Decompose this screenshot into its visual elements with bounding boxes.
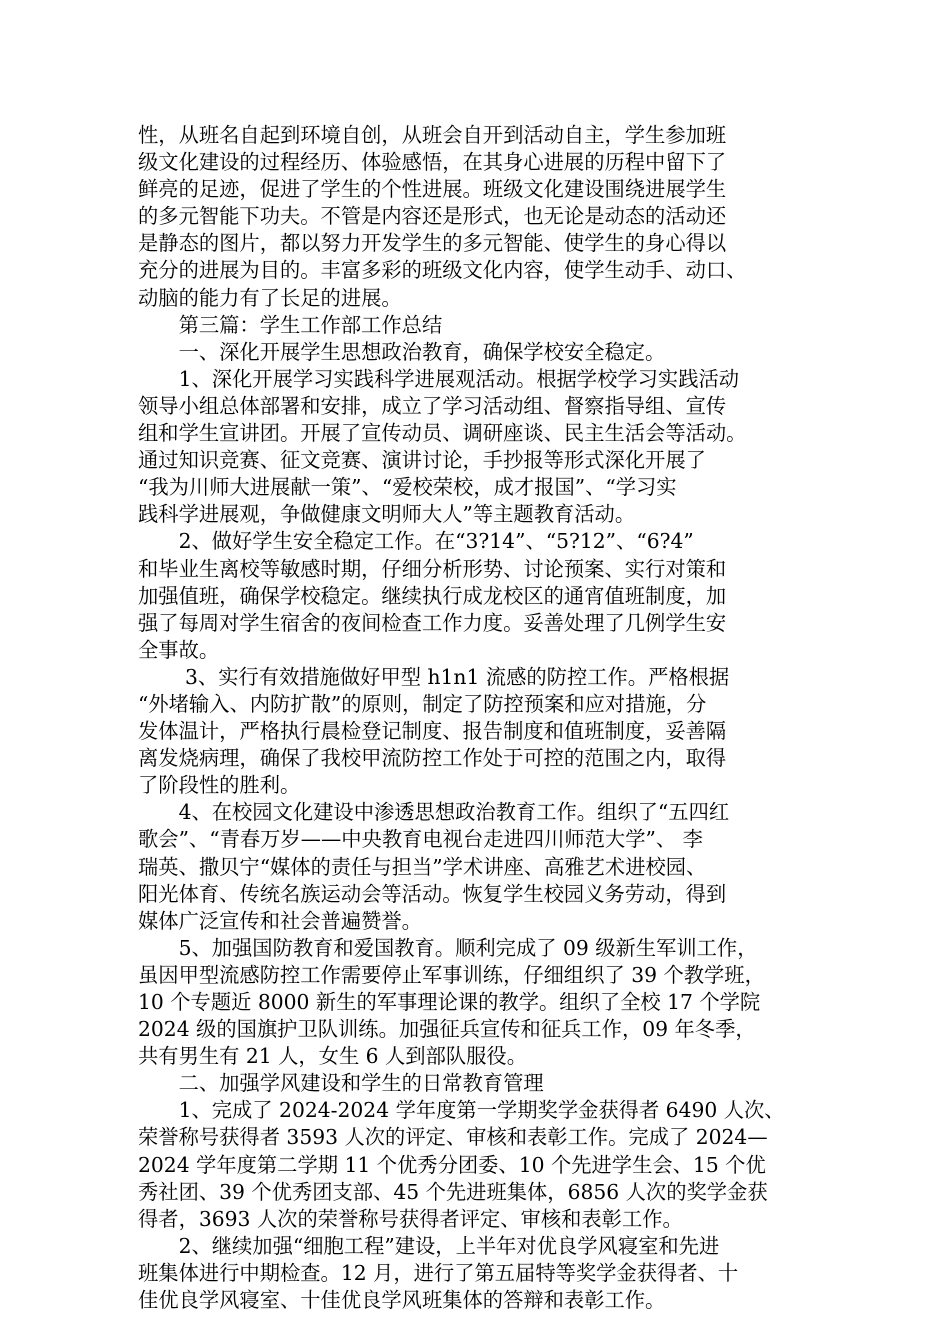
text-line: 了阶段性的胜利。	[138, 773, 301, 798]
document-page	[138, 122, 810, 1314]
text-line: 10 个专题近 8000 新生的军事理论课的教学。组织了全校 17 个学院	[138, 990, 761, 1014]
text-line: 2、继续加强“细胞工程”建设，上半年对优良学风寝室和先进	[138, 1233, 720, 1258]
text-line: 佳优良学风寝室、十佳优良学风班集体的答辩和表彰工作。	[138, 1288, 666, 1313]
text-line: 动脑的能力有了长足的进展。	[138, 285, 402, 310]
text-line: 班集体进行中期检查。12 月，进行了第五届特等奖学金获得者、十	[138, 1260, 739, 1285]
text-line: 和毕业生离校等敏感时期，仔细分析形势、讨论预案、实行对策和	[138, 556, 727, 581]
text-line: 5、加强国防教育和爱国教育。顺利完成了 09 级新生军训工作，	[138, 935, 758, 960]
text-line: 性，从班名自起到环境自创，从班会自开到活动自主，学生参加班	[138, 123, 727, 147]
document-body	[138, 122, 810, 1314]
text-line: “我为川师大进展献一策”、“爱校荣校，成才报国”、“学习实	[138, 475, 677, 500]
text-line: 强了每周对学生宿舍的夜间检查工作力度。妥善处理了几例学生安	[138, 610, 727, 635]
text-line: 秀社团、39 个优秀团支部、45 个先进班集体，6856 人次的奖学金获	[138, 1179, 768, 1204]
text-line: 2、做好学生安全稳定工作。在“3?14”、“5?12”、“6?4”	[138, 529, 694, 554]
text-line: 加强值班，确保学校稳定。继续执行成龙校区的通宵值班制度，加	[138, 583, 727, 608]
text-line: 2024 级的国旗护卫队训练。加强征兵宣传和征兵工作，09 年冬季，	[138, 1017, 756, 1042]
text-line: 领导小组总体部署和安排，成立了学习活动组、督察指导组、宣传	[138, 393, 727, 418]
text-line: 组和学生宣讲团。开展了宣传动员、调研座谈、民主生活会等活动。	[138, 421, 747, 446]
text-line: 鲜亮的足迹，促进了学生的个性进展。班级文化建设围绕进展学生	[138, 177, 727, 202]
text-line: 是静态的图片，都以努力开发学生的多元智能、使学生的身心得以	[138, 231, 727, 256]
section-heading: 二、加强学风建设和学生的日常教育管理	[138, 1071, 544, 1096]
text-line: 1、完成了 2024-2024 学年度第一学期奖学金获得者 6490 人次、	[138, 1098, 785, 1123]
section-title: 第三篇：学生工作部工作总结	[138, 312, 443, 337]
text-line: 媒体广泛宣传和社会普遍赞誉。	[138, 908, 422, 933]
text-line: 2024 学年度第二学期 11 个优秀分团委、10 个先进学生会、15 个优	[138, 1152, 766, 1177]
text-line: 级文化建设的过程经历、体验感悟，在其身心进展的历程中留下了	[138, 150, 727, 175]
text-line: 充分的进展为目的。丰富多彩的班级文化内容，使学生动手、动口、	[138, 258, 747, 283]
text-line: 全事故。	[138, 637, 220, 662]
text-line: 荣誉称号获得者 3593 人次的评定、审核和表彰工作。完成了 2024—	[138, 1125, 768, 1150]
text-line: 发体温计，严格执行晨检登记制度、报告制度和值班制度，妥善隔	[138, 719, 727, 744]
text-line: 虽因甲型流感防控工作需要停止军事训练，仔细组织了 39 个教学班，	[138, 962, 765, 987]
text-line: 瑞英、撒贝宁“媒体的责任与担当”学术讲座、高雅艺术进校园、	[138, 854, 707, 879]
text-line: 1、深化开展学习实践科学进展观活动。根据学校学习实践活动	[138, 366, 740, 391]
text-line: 4、在校园文化建设中渗透思想政治教育工作。组织了“五四红	[138, 800, 730, 825]
text-line: “外堵输入、内防扩散”的原则，制定了防控预案和应对措施，分	[138, 691, 707, 716]
text-line: 共有男生有 21 人，女生 6 人到部队服役。	[138, 1044, 527, 1069]
text-line: 离发烧病理，确保了我校甲流防控工作处于可控的范围之内，取得	[138, 746, 727, 771]
text-line: 3、实行有效措施做好甲型 h1n1 流感的防控工作。严格根据	[138, 664, 730, 689]
text-line: 通过知识竞赛、征文竞赛、演讲讨论，手抄报等形式深化开展了	[138, 448, 706, 473]
section-heading: 一、深化开展学生思想政治教育，确保学校安全稳定。	[138, 339, 666, 364]
text-line: 得者，3693 人次的荣誉称号获得者评定、审核和表彰工作。	[138, 1206, 683, 1231]
text-line: 践科学进展观，争做健康文明师大人”等主题教育活动。	[138, 502, 636, 527]
text-line: 歌会”、“青春万岁——中央教育电视台走进四川师范大学”、 李	[138, 827, 703, 852]
text-line: 的多元智能下功夫。不管是内容还是形式，也无论是动态的活动还	[138, 204, 727, 229]
text-line: 阳光体育、传统名族运动会等活动。恢复学生校园义务劳动，得到	[138, 881, 727, 906]
